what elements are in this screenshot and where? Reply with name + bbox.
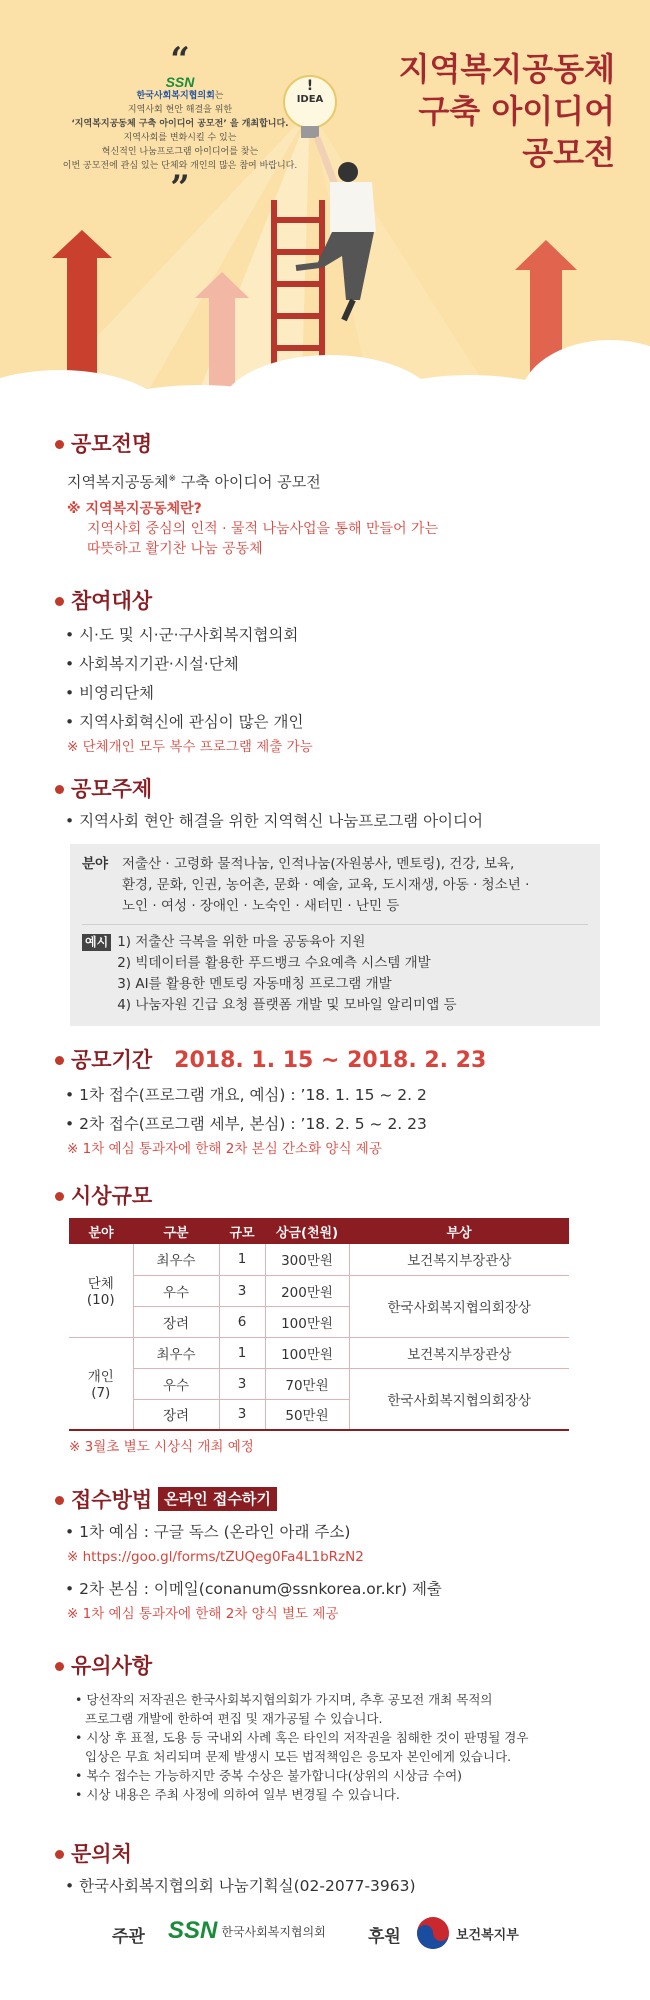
field-line: 저출산 · 고령화 물적나눔, 인적나눔(자원봉사, 멘토링), 건강, 보육, [122,856,515,872]
taegeuk-icon [416,1916,450,1950]
sponsor-label: 후원 [368,1927,401,1947]
section-heading: 공모기간 2018. 1. 15 ~ 2018. 2. 23 [55,1046,615,1075]
definition-line: 따뜻하고 활기찬 나눔 공동체 [87,541,263,557]
list-item: • 지역사회혁신에 관심이 많은 개인 [55,708,615,737]
table-row: 우수 3 70만원 한국사회복지협의회장상 [69,1368,569,1399]
intro-line: 혁신적인 나눔프로그램 아이디어를 찾는 [101,147,259,157]
section-notice [55,1652,615,1804]
idea-label: ! IDEA [296,78,324,105]
example-item: 4) 나눔자원 긴급 요청 플랫폼 개발 및 모바일 알리미앱 등 [117,997,457,1013]
list-item: • 지역사회 현안 해결을 위한 지역혁신 나눔프로그램 아이디어 [55,807,615,836]
page-title: 지역복지공동체 구축 아이디어 공모전 [398,50,615,172]
ssn-logo: SSN [168,1917,218,1944]
example-item: 3) AI를 활용한 멘토링 자동매칭 프로그램 개발 [117,976,392,992]
list-item: • 사회복지기관·시설·단체 [55,650,615,679]
intro-line: 지역사회 현안 해결을 위한 [127,105,233,115]
list-item: • 비영리단체 [55,679,615,708]
list-item: • 시·도 및 시·군·구사회복지협의회 [55,621,615,650]
notice-item: • 시상 후 표절, 도용 등 국내외 사례 혹은 타인의 저작권을 침해한 것이 판명될 경우 [67,1728,615,1747]
host-name: 한국사회복지협의회 [221,1924,326,1939]
notice-item: • 당선작의 저작권은 한국사회복지협의회가 가지며, 추후 공모전 개최 목적의 [67,1690,615,1709]
ssn-logo: SSN [165,74,195,90]
section-heading: 참여대상 [55,587,615,615]
list-item: • 1차 예심 : 구글 독스 (온라인 아래 주소) [55,1518,615,1547]
column-header: 상금(천원) [265,1218,349,1244]
column-header: 구분 [133,1218,219,1244]
section-awards [55,1182,615,1457]
notice-item: • 시상 내용은 주최 사정에 의하여 일부 변경될 수 있습니다. [67,1785,615,1804]
section-heading: 시상규모 [55,1182,615,1210]
section-period [55,1046,615,1159]
notice-item: • 복수 접수는 가능하지만 중복 수상은 불가합니다(상위의 시상금 수여) [67,1766,615,1785]
period-range: 2018. 1. 15 ~ 2018. 2. 23 [174,1048,487,1073]
host-label: 주관 [112,1927,145,1947]
column-header: 규모 [219,1218,265,1244]
application-url-link[interactable]: ※ https://goo.gl/forms/tZUQeg0Fa4L1bRzN2 [67,1549,364,1565]
theme-detail-box [70,844,600,1026]
contest-name: 지역복지공동체※ 구축 아이디어 공모전 [67,473,321,491]
section-heading: 공모전명 [55,430,615,458]
host-logo [168,1917,326,1945]
awards-table [69,1218,569,1431]
org-name: 한국사회복지협의회 [136,91,215,101]
section-theme [55,775,615,1026]
section-heading: 접수방법 온라인 접수하기 [55,1486,615,1514]
section-contest-name [55,430,615,559]
field-line: 환경, 문화, 인권, 농어촌, 문화 · 예술, 교육, 도시재생, 아동 · 청소년 · [122,877,530,893]
list-item: • 1차 접수(프로그램 개요, 예심) : ’18. 1. 15 ~ 2. 2 [55,1081,615,1110]
list-item: • 2차 접수(프로그램 세부, 본심) : ’18. 2. 5 ~ 2. 23 [55,1110,615,1139]
application-note: ※ 1차 예심 통과자에 한해 2차 양식 별도 제공 [67,1606,339,1622]
definition-line: 지역사회 중심의 인적 · 물적 나눔사업을 통해 만들어 가는 [87,521,439,537]
section-heading: 유의사항 [55,1652,615,1680]
section-eligibility [55,587,615,757]
sponsor-logo [416,1916,519,1950]
apply-online-button[interactable]: 온라인 접수하기 [158,1487,277,1511]
table-row: 개인 (7) 최우수 1 100만원 보건복지부장관상 [69,1337,569,1368]
table-row: 장려 6 100만원 [69,1306,569,1337]
intro-text [60,40,300,208]
column-header: 부상 [349,1218,569,1244]
intro-line: 이번 공모전에 관심 있는 단체와 개인의 많은 참여 바랍니다. [62,161,298,171]
table-row: 장려 3 50만원 [69,1399,569,1430]
section-contact [55,1840,615,1901]
example-item: 2) 빅데이터를 활용한 푸드뱅크 수요예측 시스템 개발 [117,955,431,971]
contact-info: • 한국사회복지협의회 나눔기획실(02-2077-3963) [55,1872,615,1901]
section-heading: 공모주제 [55,775,615,803]
definition-question: ※ 지역복지공동체란? [67,501,202,517]
column-header: 분야 [69,1218,133,1244]
table-row: 우수 3 200만원 한국사회복지협의회장상 [69,1275,569,1306]
notice-item-continued: 입상은 무효 처리되며 문제 발생시 모든 법적책임은 응모자 본인에게 있습니다. [85,1749,512,1764]
footer [0,1912,650,1962]
intro-line: 지역사회를 변화시킬 수 있는 [123,133,237,143]
example-badge: 예시 [82,934,111,951]
intro-line: ‘지역복지공동체 구축 아이디어 공모전’ 을 개최합니다. [71,119,289,129]
group-cell: 단체 (10) [69,1244,133,1337]
field-label: 분야 [82,856,109,872]
list-item: • 2차 본심 : 이메일(conanum@ssnkorea.or.kr) 제출 [55,1575,615,1604]
group-cell: 개인 (7) [69,1337,133,1430]
eligibility-note: ※ 단체개인 모두 복수 프로그램 제출 가능 [67,739,313,755]
section-heading: 문의처 [55,1840,615,1868]
quote-open-icon: “ [170,40,190,80]
sponsor-name: 보건복지부 [456,1927,519,1943]
field-line: 노인 · 여성 · 장애인 · 노숙인 · 새터민 · 난민 등 [122,898,400,914]
example-item: 1) 저출산 극복을 위한 마을 공동육아 지원 [117,934,366,950]
table-header-row [69,1218,569,1244]
quote-close-icon: ” [170,168,190,208]
intro-suffix: 는 [214,91,224,101]
hero-banner [0,0,650,440]
table-row: 단체 (10) 최우수 1 300만원 보건복지부장관상 [69,1244,569,1275]
period-note: ※ 1차 예심 통과자에 한해 2차 본심 간소화 양식 제공 [67,1141,382,1157]
notice-item-continued: 프로그램 개발에 한하여 편집 및 재가공될 수 있습니다. [85,1711,383,1726]
section-application [55,1486,615,1624]
awards-note: ※ 3월초 별도 시상식 개최 예정 [69,1439,254,1455]
